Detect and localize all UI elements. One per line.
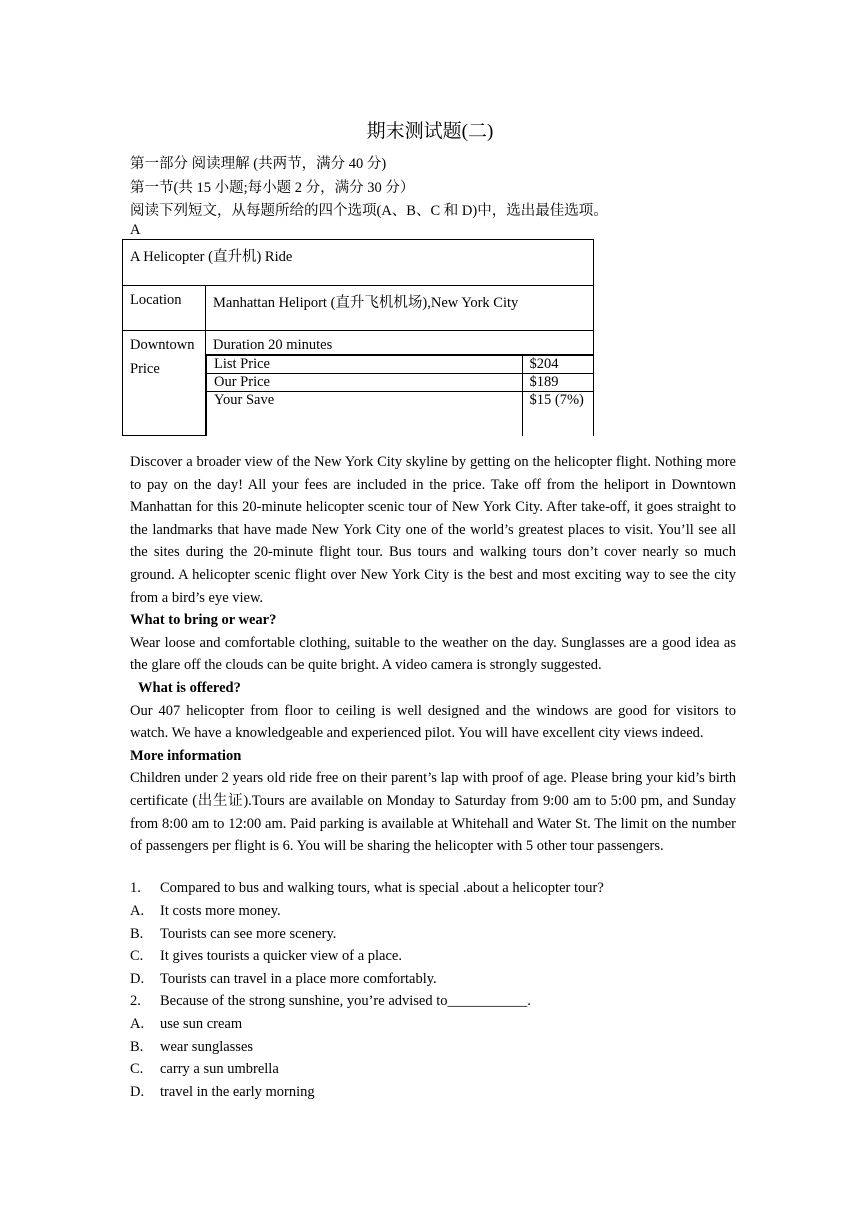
location-label: Location [123, 286, 206, 331]
option-letter: D. [130, 971, 145, 987]
passage-bring: Wear loose and comfortable clothing, suitable to the weather on the day. Sunglasses are a good idea as the glare off the clouds can be quite bright. A video camera is strongly suggested. [130, 634, 736, 674]
passage-offered: Our 407 helicopter from floor to ceiling is well designed and the windows are good for visitors to watch. We have a knowledgeable and experienced pilot. You will have excellent city views indeed. [130, 702, 736, 742]
question-stem: Compared to bus and walking tours, what is special .about a helicopter tour? [160, 880, 604, 896]
location-value: Manhattan Heliport (直升飞机机场),New York City [206, 286, 594, 331]
option-c[interactable] [130, 1061, 279, 1078]
price-row-value: $15 (7%) [522, 392, 593, 436]
option-letter: A. [130, 903, 145, 919]
option-letter: C. [130, 948, 144, 964]
option-text: use sun cream [160, 1016, 243, 1032]
option-text: Tourists can see more scenery. [160, 926, 337, 942]
option-text: travel in the early morning [160, 1084, 315, 1100]
downtown-label: Downtown [123, 331, 206, 355]
passage-more-info: Children under 2 years old ride free on their parent’s lap with proof of age. Please bring your kid’s birth certificate (出生证).Tours are available on Monday to Saturday from 9:00 am to 5:00 pm, and Sunday from 8:00 am to 12:00 am. Paid parking is available at Whitehall and Water St. The limit on the number of passengers per flight is 6. You will be sharing the helicopter with 5 other tour passengers. [130, 770, 736, 855]
table-heading: A Helicopter (直升机) Ride [123, 240, 594, 286]
option-c[interactable] [130, 948, 402, 965]
price-row-label: List Price [207, 356, 523, 374]
question-number: 1. [130, 880, 141, 896]
section-heading-offered: What is offered? [138, 679, 241, 696]
section-header: 第一部分 阅读理解 (共两节，满分 40 分) [130, 156, 387, 172]
option-text: Tourists can travel in a place more comfortably. [160, 971, 437, 987]
price-row-label: Your Save [207, 392, 523, 436]
price-row [207, 374, 594, 392]
option-d[interactable] [130, 971, 437, 988]
passage [130, 451, 736, 858]
price-table [206, 355, 594, 436]
option-letter: A. [130, 1016, 145, 1032]
page-title: 期末测试题(二) [366, 121, 494, 142]
price-row-value: $189 [522, 374, 593, 392]
option-d[interactable] [130, 1084, 315, 1101]
passage-intro: Discover a broader view of the New York City skyline by getting on the helicopter flight. Nothing more to pay on the day! All your fees are included in the price. Take off from the heliport in Downtown Manhattan for this 20-minute helicopter scenic tour of New York City. After take-off, it goes straight to the landmarks that have made New York City one of the world’s greatest places to visit. You’ll see all the sites during the 20-minute flight tour. Bus tours and walking tours don’t cover nearly so much ground. A helicopter scenic flight over New York City is the best and most exciting way to see the city from a bird’s eye view. [130, 454, 736, 606]
question-stem: Because of the strong sunshine, you’re advised to___________. [160, 993, 531, 1009]
option-letter: B. [130, 1039, 144, 1055]
section-subheader: 第一节(共 15 小题;每小题 2 分，满分 30 分） [130, 180, 415, 196]
passage-label: A [130, 222, 141, 238]
option-letter: D. [130, 1084, 145, 1100]
price-cell [206, 355, 594, 436]
option-letter: B. [130, 926, 144, 942]
option-a[interactable] [130, 1016, 242, 1033]
option-text: carry a sun umbrella [160, 1061, 279, 1077]
duration-value: Duration 20 minutes [206, 331, 594, 355]
option-text: It costs more money. [160, 903, 281, 919]
price-label: Price [123, 355, 206, 436]
price-row-value: $204 [522, 356, 593, 374]
question-1 [130, 880, 604, 897]
option-letter: C. [130, 1061, 144, 1077]
question-2 [130, 993, 531, 1010]
option-b[interactable] [130, 1039, 253, 1056]
section-heading-bring: What to bring or wear? [130, 612, 277, 629]
question-number: 2. [130, 993, 141, 1009]
price-row-label: Our Price [207, 374, 523, 392]
option-a[interactable] [130, 903, 281, 920]
option-b[interactable] [130, 926, 336, 943]
tour-info-table [122, 239, 594, 436]
price-row [207, 356, 594, 374]
section-heading-more-info: More information [130, 747, 242, 764]
price-row [207, 392, 594, 436]
instructions: 阅读下列短文，从每题所给的四个选项(A、B、C 和 D)中，选出最佳选项。 [130, 203, 608, 219]
option-text: wear sunglasses [160, 1039, 254, 1055]
option-text: It gives tourists a quicker view of a place. [160, 948, 402, 964]
